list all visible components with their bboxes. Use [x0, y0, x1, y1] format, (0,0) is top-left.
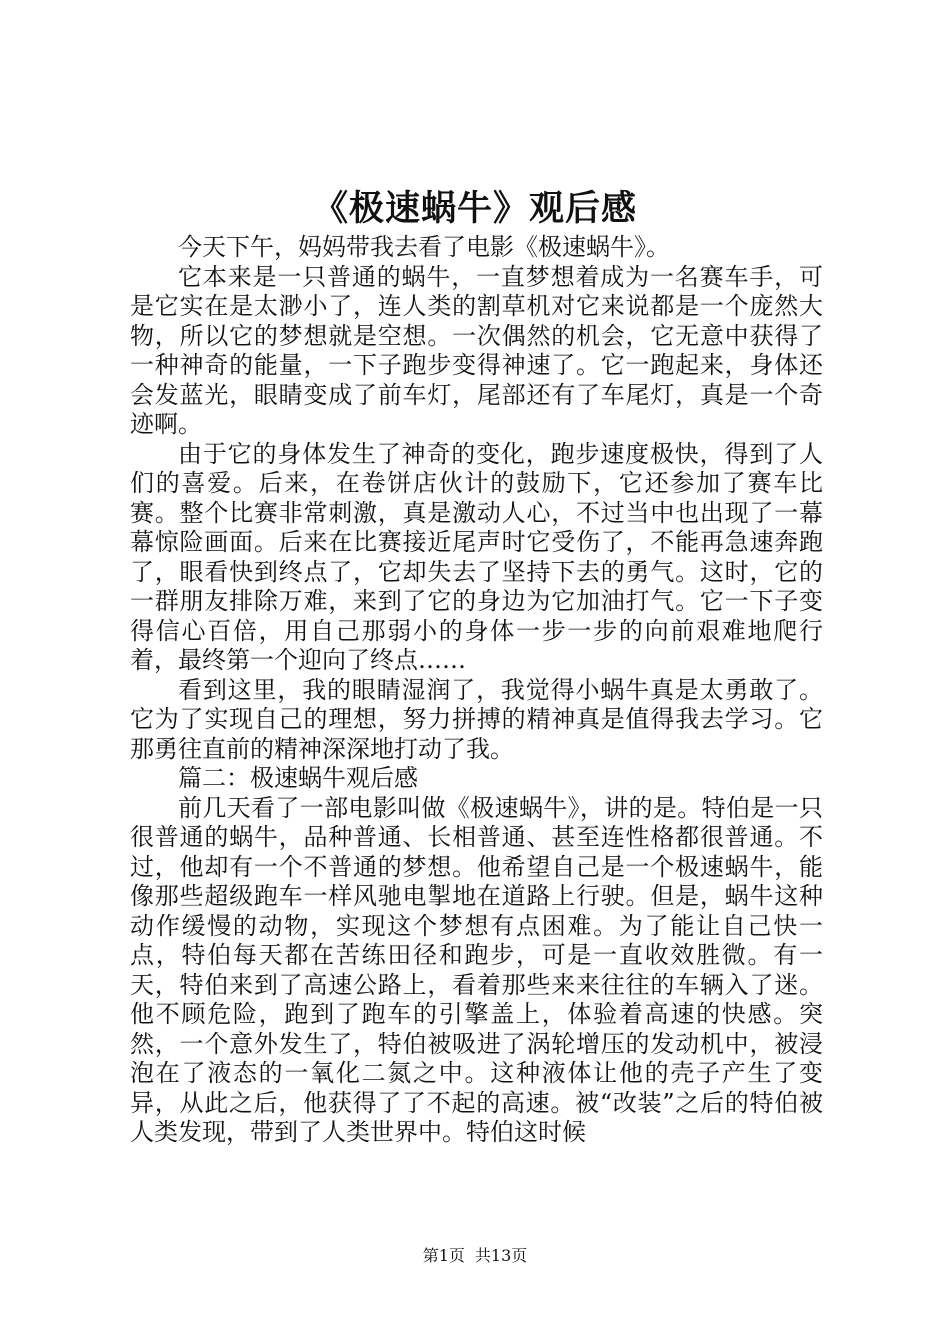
section-heading: 篇二：极速蜗牛观后感	[178, 764, 418, 792]
document-title: 《极速蜗牛》观后感	[312, 188, 637, 229]
page-total: 共13页	[474, 1246, 528, 1265]
page-number: 第1页	[422, 1246, 465, 1265]
paragraph: 看到这里，我的眼睛湿润了，我觉得小蜗牛真是太勇敢了。它为了实现自己的理想，努力拼搏的精神真是值得我去学习。它那勇往直前的精神深深地打动了我。	[130, 675, 823, 763]
paragraph: 由于它的身体发生了神奇的变化，跑步速度极快，得到了人们的喜爱。后来，在卷饼店伙计的鼓励下，它还参加了赛车比赛。整个比赛非常刺激，真是激动人心，不过当中也出现了一幕幕惊险画面。后来在比赛接近尾声时它受伤了，不能再急速奔跑了，眼看快到终点了，它却失去了坚持下去的勇气。这时，它的一群朋友排除万难，来到了它的身边为它加油打气。它一下子变得信心百倍，用自己那弱小的身体一步一步的向前艰难地爬行着，最终第一个迎向了终点……	[130, 439, 823, 674]
page-footer	[0, 1246, 950, 1266]
paragraph: 它本来是一只普通的蜗牛，一直梦想着成为一名赛车手，可是它实在是太渺小了，连人类的割草机对它来说都是一个庞然大物，所以它的梦想就是空想。一次偶然的机会，它无意中获得了一种神奇的能量，一下子跑步变得神速了。它一跑起来，身体还会发蓝光，眼睛变成了前车灯，尾部还有了车尾灯，真是一个奇迹啊。	[130, 262, 823, 438]
paragraph: 前几天看了一部电影叫做《极速蜗牛》，讲的是。特伯是一只很普通的蜗牛，品种普通、长相普通、甚至连性格都很普通。不过，他却有一个不普通的梦想。他希望自己是一个极速蜗牛，能像那些超级跑车一样风驰电掣地在道路上行驶。但是，蜗牛这种动作缓慢的动物，实现这个梦想有点困难。为了能让自己快一点，特伯每天都在苦练田径和跑步，可是一直收效胜微。有一天，特伯来到了高速公路上，看着那些来来往往的车辆入了迷。他不顾危险，跑到了跑车的引擎盖上，体验着高速的快感。突然，一个意外发生了，特伯被吸进了涡轮增压的发动机中，被浸泡在了液态的一氧化二氮之中。这种液体让他的壳子产生了变异，从此之后，他获得了了不起的高速。被“改装”之后的特伯被人类发现，带到了人类世界中。特伯这时候	[130, 793, 823, 1146]
paragraph: 今天下午，妈妈带我去看了电影《极速蜗牛》。	[178, 233, 670, 261]
document-body	[130, 233, 823, 1148]
